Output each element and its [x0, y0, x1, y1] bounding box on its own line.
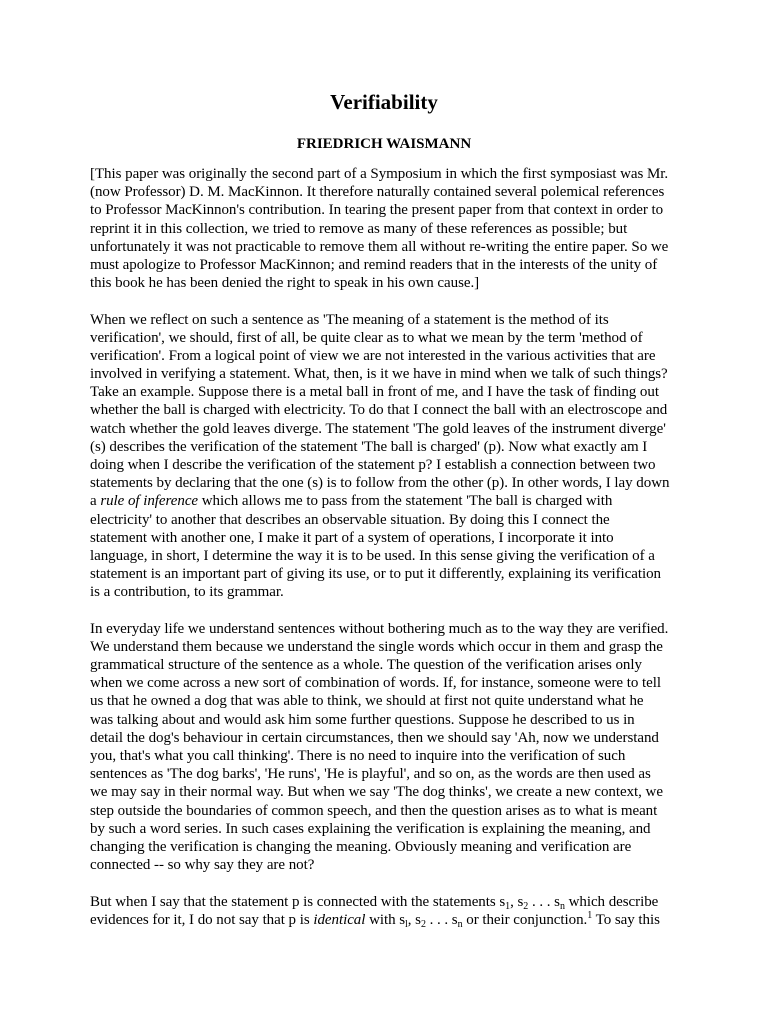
text-line: In everyday life we understand sentences without bothering much as to the way they are verified.: [90, 620, 669, 637]
text-line: must apologize to Professor MacKinnon; and remind readers that in the interests of the unity of: [90, 256, 658, 273]
text-line: [90, 911, 685, 929]
text-line: involved in verifying a statement. What, then, is it we have in mind when we talk of such things?: [90, 366, 668, 383]
paragraph-verification-method: [90, 311, 685, 602]
text-line: detail the dog's behaviour in certain circumstances, then we should say 'Ah, now we understand: [90, 729, 659, 746]
text-line: reprint it in this collection, we tried to remove as many of these references as possible; but: [90, 220, 628, 237]
text-run: which allows me to pass from the statement 'The ball is charged with: [198, 493, 613, 510]
subscript: n: [559, 900, 565, 912]
text-line: changing the verification is changing the meaning. Obviously meaning and verification are: [90, 838, 632, 855]
text-line: this book he has been denied the right to speak in his own cause.]: [90, 275, 480, 292]
text-line: [90, 893, 685, 911]
text-line: was talking about and would ask him some further questions. Suppose he described to us in: [90, 711, 635, 728]
paragraph-everyday-life: [90, 620, 685, 875]
text-line: verification'. From a logical point of view we are not interested in the various activities that are: [90, 347, 656, 364]
subscript: l: [405, 918, 408, 930]
text-run: To say this: [592, 911, 660, 928]
italic-term: rule of inference: [100, 493, 199, 510]
text-run: , s: [407, 911, 421, 928]
text-line: you, that's what you call thinking'. There is no need to inquire into the verification of such: [90, 748, 626, 764]
text-run: a: [90, 493, 101, 510]
text-line: by such a word series. In such cases explaining the verification is explaining the meaning, and: [90, 820, 651, 837]
text-run: with s: [365, 911, 406, 928]
text-line: when we come across a new sort of combination of words. If, for instance, someone were to tell: [90, 675, 661, 692]
text-line: step outside the boundaries of common speech, and then the question arises as to what is meant: [90, 802, 658, 819]
text-line: grammatical structure of the sentence as a whole. The question of the verification arises only: [90, 657, 642, 674]
text-line: electricity' to another that describes an observable situation. By doing this I connect the: [90, 511, 610, 528]
text-line: (s) describes the verification of the statement 'The ball is charged' (p). Now what exactly am I: [90, 438, 648, 455]
text-line: whether the ball is charged with electricity. To do that I connect the ball with an electroscope and: [90, 402, 668, 419]
text-line: language, in short, I determine the way it is to be used. In this sense giving the verification of a: [90, 547, 655, 564]
text-run: which describe: [564, 893, 659, 910]
subscript: n: [457, 918, 463, 930]
paragraph-identity: [90, 893, 685, 929]
document-body: [90, 165, 685, 947]
text-line: (now Professor) D. M. MacKinnon. It therefore naturally contained several polemical references: [90, 184, 665, 201]
text-line: to Professor MacKinnon's contribution. In tearing the present paper from that context in order to: [90, 202, 664, 219]
subscript: 2: [523, 900, 529, 912]
text-line: verification', we should, first of all, be quite clear as to what we mean by the term 'method of: [90, 329, 643, 346]
footnote-marker[interactable]: 1: [587, 909, 593, 921]
text-line: us that he owned a dog that was able to think, we should at first not quite understand what he: [90, 693, 644, 710]
italic-term: identical: [313, 911, 366, 928]
text-line: statement is an important part of giving its use, or to put it differently, explaining its verification: [90, 566, 661, 583]
text-line: sentences as 'The dog barks', 'He runs', 'He is playful', and so on, as the words are then used as: [90, 766, 651, 783]
text-line: connected -- so why say they are not?: [90, 857, 315, 874]
text-line: doing when I describe the verification of the statement p? I establish a connection between two: [90, 457, 656, 473]
paragraph-editorial-note: [90, 165, 685, 292]
subscript: 1: [505, 900, 511, 912]
document-title: Verifiability: [330, 90, 438, 114]
text-line: When we reflect on such a sentence as 'The meaning of a statement is the method of its: [90, 311, 609, 328]
text-line: is a contribution, to its grammar.: [90, 584, 284, 601]
text-line: statements by declaring that the one (s) is to follow from the other (p). In other words, I lay down: [90, 475, 670, 492]
text-line: statement with another one, I make it part of a system of operations, I incorporate it into: [90, 529, 614, 546]
text-line: [This paper was originally the second part of a Symposium in which the first symposiast was Mr.: [90, 166, 669, 182]
text-line: we may say in their normal way. But when we say 'The dog thinks', we create a new context, we: [90, 784, 663, 801]
text-line: watch whether the gold leaves diverge. The statement 'The gold leaves of the instrument diverge': [90, 420, 666, 437]
text-run: evidences for it, I do not say that p is: [90, 911, 314, 928]
text-line: [90, 492, 685, 510]
text-line: Take an example. Suppose there is a metal ball in front of me, and I have the task of finding out: [90, 384, 659, 401]
text-run: . . . s: [528, 893, 560, 910]
text-line: unfortunately it was not practicable to remove them all without re-writing the entire paper. So we: [90, 238, 669, 255]
text-line: We understand them because we understand the single words which occur in them and grasp the: [90, 638, 663, 655]
text-run: But when I say that the statement p is connected with the statements s: [90, 893, 506, 910]
text-run: or their conjunction.: [462, 911, 588, 928]
document-author: FRIEDRICH WAISMANN: [296, 136, 472, 152]
text-run: . . . s: [425, 911, 458, 928]
subscript: 2: [420, 918, 426, 930]
text-run: , s: [510, 893, 524, 910]
